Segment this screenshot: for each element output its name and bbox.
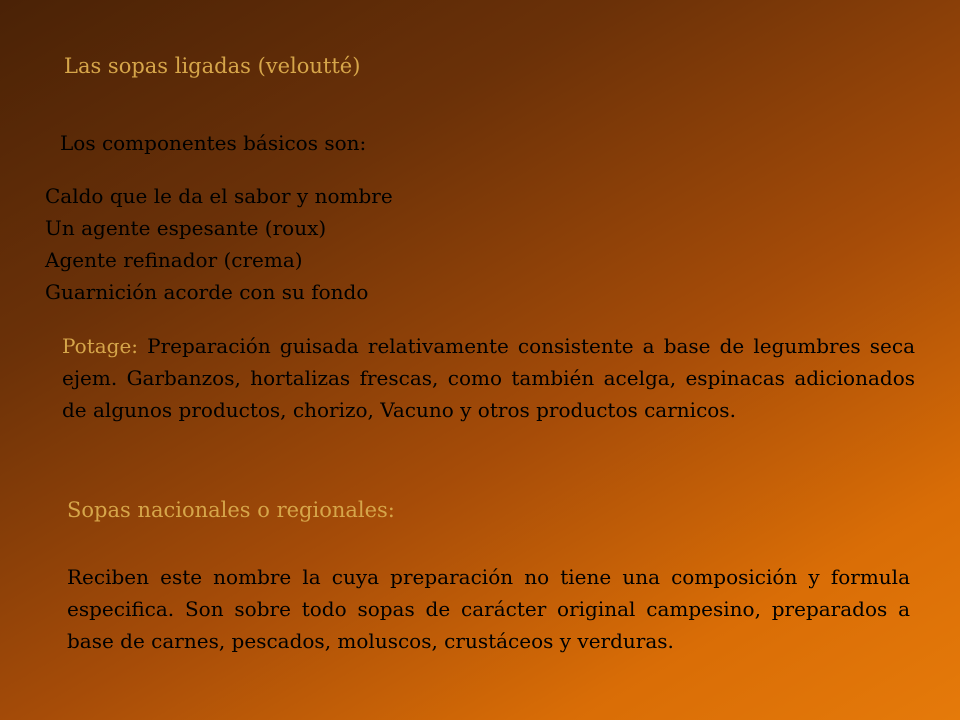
regional-paragraph: Reciben este nombre la cuya preparación no tiene una composición y formula especifica. Son sobre todo sopas de carácter original campesino, preparados a base de carnes, pescados, moluscos, crustáceos y verduras. <box>67 565 910 653</box>
list-item: Guarnición acorde con su fondo <box>45 280 369 304</box>
list-item: Un agente espesante (roux) <box>45 216 327 240</box>
potage-label: Potage: <box>62 334 139 358</box>
potage-paragraph <box>62 330 915 426</box>
components-heading: Los componentes básicos son: <box>60 131 367 155</box>
list-item: Caldo que le da el sabor y nombre <box>45 184 393 208</box>
components-list <box>45 180 393 308</box>
regional-heading: Sopas nacionales o regionales: <box>67 498 395 522</box>
potage-text: Preparación guisada relativamente consistente a base de legumbres seca ejem. Garbanzos, hortalizas frescas, como también acelga, espinacas adicionados de algunos productos, chorizo, Vacuno y otros productos carnicos. <box>62 334 915 422</box>
slide-title: Las sopas ligadas (veloutté) <box>64 54 361 78</box>
list-item: Agente refinador (crema) <box>45 248 303 272</box>
